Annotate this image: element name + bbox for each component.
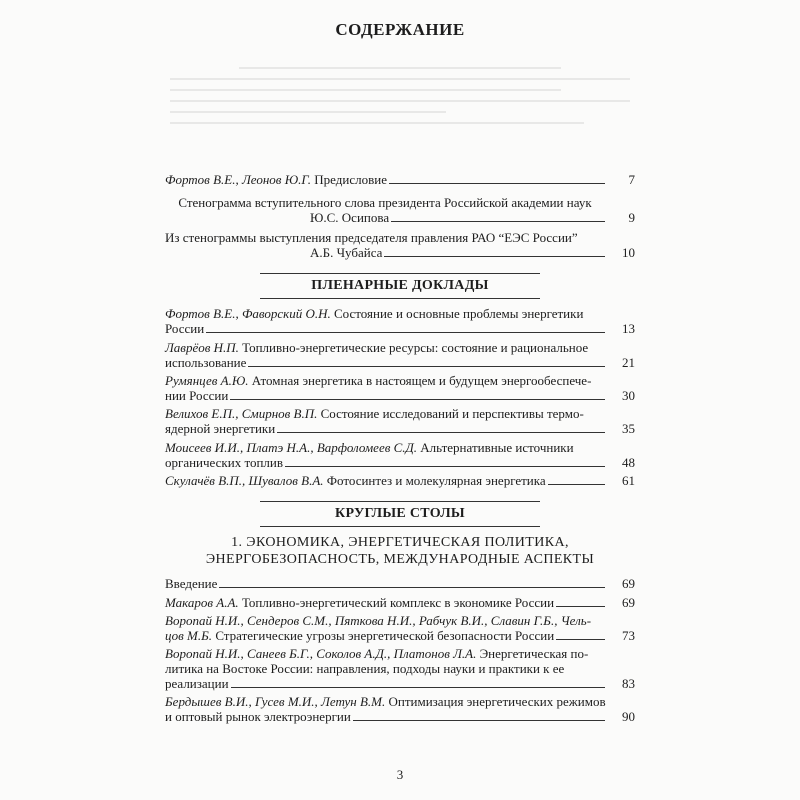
leader-line [277, 432, 605, 433]
toc-entry[interactable] [165, 406, 635, 436]
toc-entry[interactable] [165, 646, 635, 691]
entry-authors: Моисеев И.И., Платэ Н.А., Варфоломеев С.Д. [165, 440, 418, 455]
leader-line [548, 484, 605, 485]
entry-authors: Воропай Н.И., Сендеров С.М., Пяткова Н.И., Рабчук В.И., Славин Г.Б., Чель- [165, 613, 592, 628]
entry-authors: Фортов В.Е., Фаворский О.Н. [165, 306, 331, 321]
entry-page: 61 [622, 473, 635, 488]
toc-entry[interactable] [165, 613, 635, 643]
entry-page: 73 [622, 628, 635, 643]
entry-title: реализации [165, 676, 229, 691]
entry-title: Ю.С. Осипова [310, 210, 390, 225]
leader-line [384, 256, 605, 257]
entry-title-line: Топливно-энергетические ресурсы: состояние и рациональное [242, 340, 589, 355]
entry-authors: Велихов Е.П., Смирнов В.П. [165, 406, 318, 421]
entry-page: 69 [622, 576, 635, 591]
leader-line [248, 366, 605, 367]
entry-page: 35 [622, 421, 635, 436]
entry-title-line: Атомная энергетика в настоящем и будущем энергообеспече- [251, 373, 592, 388]
toc-entry-intro[interactable] [165, 576, 635, 591]
page-number: 3 [396, 767, 404, 782]
entry-title: и оптовый рынок электроэнергии [165, 709, 351, 724]
leader-line [353, 720, 605, 721]
entry-title-line: Из стенограммы выступления председателя правления РАО “ЕЭС России” [165, 230, 578, 245]
entry-title: Введение [165, 576, 218, 591]
entry-title: органических топлив [165, 455, 283, 470]
entry-authors: Фортов В.Е., Леонов Ю.Г. [165, 172, 312, 187]
page-title: СОДЕРЖАНИЕ [335, 20, 465, 39]
entry-authors: Макаров А.А. [165, 595, 239, 610]
entry-page: 48 [622, 455, 635, 470]
entry-page: 90 [622, 709, 635, 724]
section-rule [260, 501, 540, 502]
entry-page: 69 [622, 595, 635, 610]
leader-line [389, 183, 605, 184]
entry-title-line: Альтернативные источники [420, 440, 574, 455]
entry-title: нии России [165, 388, 229, 403]
entry-title-line: Оптимизация энергетических режимов [388, 694, 606, 709]
toc-entry-preface[interactable] [165, 172, 635, 187]
entry-title: А.Б. Чубайса [310, 245, 383, 260]
entry-title-line: Стенограмма вступительного слова президента Российской академии наук [178, 195, 592, 210]
leader-line [556, 639, 605, 640]
toc-entry[interactable] [165, 440, 635, 470]
entry-page: 83 [622, 676, 635, 691]
toc-entry[interactable] [165, 373, 635, 403]
entry-page: 9 [628, 210, 635, 225]
entry-title-line: литика на Востоке России: направления, подходы науки и практики к ее [165, 661, 565, 676]
entry-title: Фотосинтез и молекулярная энергетика [326, 473, 546, 488]
entry-page: 10 [622, 245, 635, 260]
entry-page: 21 [622, 355, 635, 370]
entry-title-line: Состояние и основные проблемы энергетики [334, 306, 584, 321]
section-heading-plenary: ПЛЕНАРНЫЕ ДОКЛАДЫ [311, 278, 489, 293]
entry-title-line: Энергетическая по- [479, 646, 589, 661]
subsection-heading: 1. ЭКОНОМИКА, ЭНЕРГЕТИЧЕСКАЯ ПОЛИТИКА, [231, 535, 569, 550]
bleed-through-text [170, 58, 630, 158]
toc-entry-chubais[interactable] [165, 230, 635, 260]
entry-authors: Лаврёов Н.П. [165, 340, 239, 355]
toc-entry[interactable] [165, 694, 635, 724]
entry-authors-cont: цов М.Б. [165, 628, 213, 643]
section-heading-round-tables: КРУГЛЫЕ СТОЛЫ [335, 506, 465, 521]
leader-line [231, 687, 605, 688]
entry-title-line: Состояние исследований и перспективы термо- [320, 406, 584, 421]
leader-line [285, 466, 605, 467]
entry-title: Топливно-энергетический комплекс в экономике России [241, 595, 555, 610]
entry-authors: Бердышев В.И., Гусев М.И., Летун В.М. [165, 694, 386, 709]
entry-authors: Румянцев А.Ю. [165, 373, 249, 388]
toc-entry[interactable] [165, 340, 635, 370]
entry-page: 30 [622, 388, 635, 403]
toc-entry[interactable] [165, 595, 635, 610]
toc-entry[interactable] [165, 473, 635, 488]
section-rule [260, 526, 540, 527]
entry-title: России [165, 321, 205, 336]
entry-authors: Скулачёв В.П., Шувалов В.А. [165, 473, 324, 488]
entry-page: 13 [622, 321, 635, 336]
toc-entry[interactable] [165, 306, 635, 336]
leader-line [230, 399, 605, 400]
leader-line [391, 221, 605, 222]
entry-page: 7 [628, 172, 635, 187]
subsection-heading: ЭНЕРГОБЕЗОПАСНОСТЬ, МЕЖДУНАРОДНЫЕ АСПЕКТЫ [205, 552, 595, 567]
entry-title: ядерной энергетики [165, 421, 276, 436]
leader-line [219, 587, 605, 588]
toc-entry-osipov[interactable] [165, 195, 635, 225]
leader-line [556, 606, 605, 607]
leader-line [206, 332, 605, 333]
entry-authors: Воропай Н.И., Санеев Б.Г., Соколов А.Д., Платонов Л.А. [165, 646, 477, 661]
entry-title: использование [165, 355, 247, 370]
section-rule [260, 273, 540, 274]
section-rule [260, 298, 540, 299]
entry-title: Предисловие [314, 172, 387, 187]
entry-title: Стратегические угрозы энергетической безопасности России [215, 628, 555, 643]
